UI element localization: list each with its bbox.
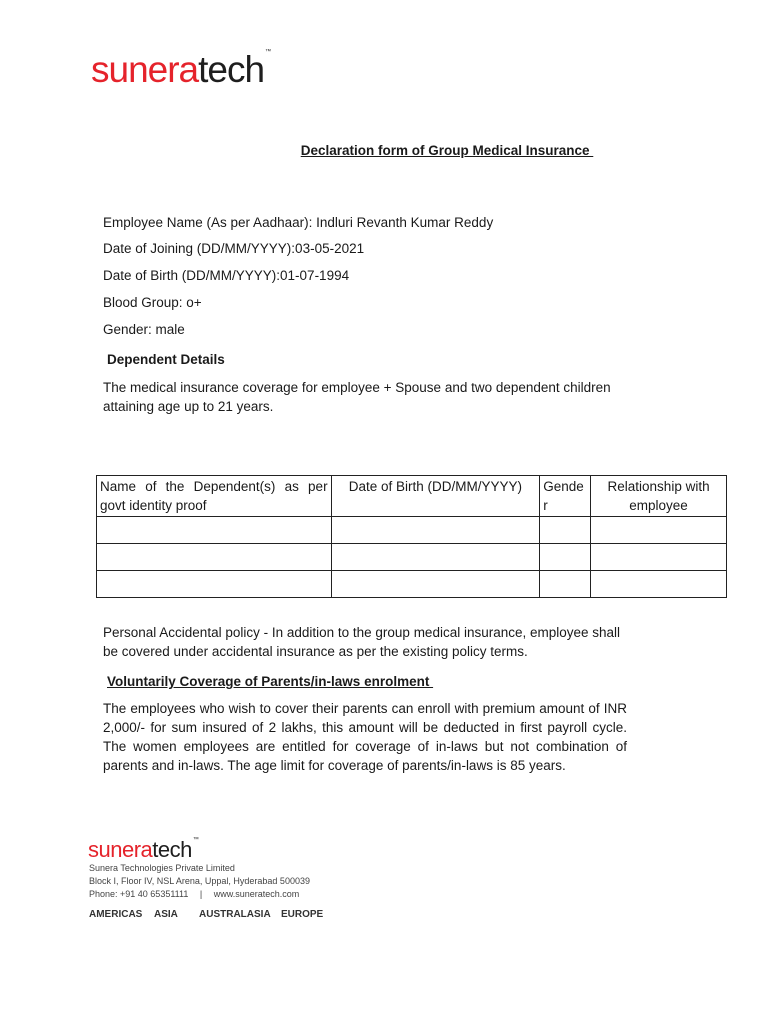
footer-company: Sunera Technologies Private Limited <box>89 863 235 873</box>
logo-tech: tech <box>198 49 265 90</box>
footer-logo <box>88 837 198 863</box>
footer-contact <box>89 889 299 899</box>
parents-coverage-text: The employees who wish to cover their parents can enroll with premium amount of INR 2,000/- for sum insured of 2 lakhs, this amount will be deducted in first payroll cycle. The women employees are entitled for coverage of in-laws but not combination of parents and in-laws. The age limit for coverage of parents/in-laws is 85 years. <box>103 701 627 773</box>
region-europe: EUROPE <box>281 909 324 920</box>
footer-logo-tech: tech <box>152 837 192 862</box>
table-cell <box>591 571 727 598</box>
table-cell <box>331 517 540 544</box>
coverage-text: The medical insurance coverage for employee + Spouse and two dependent children attaining age up to 21 years. <box>103 380 611 414</box>
parents-coverage-heading: Voluntarily Coverage of Parents/in-laws enrolment <box>107 674 434 689</box>
date-of-birth-field: Date of Birth (DD/MM/YYYY):01-07-1994 <box>103 268 350 283</box>
footer-address: Block I, Floor IV, NSL Arena, Uppal, Hyderabad 500039 <box>89 876 310 886</box>
header-logo <box>91 49 270 91</box>
table-cell <box>331 571 540 598</box>
table-cell <box>540 544 591 571</box>
region-asia: ASIA <box>154 909 178 920</box>
blood-group-field: Blood Group: o+ <box>103 295 202 310</box>
date-of-joining-field: Date of Joining (DD/MM/YYYY):03-05-2021 <box>103 241 365 256</box>
header-dependent-name: Name of the Dependent(s) as per govt identity proof <box>97 476 332 517</box>
footer-phone: Phone: +91 40 65351111 <box>89 889 189 899</box>
header-relationship: Relationship with employee <box>591 476 727 517</box>
table-header-row <box>97 476 727 517</box>
dependent-details-heading: Dependent Details <box>107 352 225 367</box>
table-cell <box>591 544 727 571</box>
table-row <box>97 544 727 571</box>
footer-logo-sunera: sunera <box>88 837 153 862</box>
form-title: Declaration form of Group Medical Insurance <box>300 143 594 158</box>
table-cell <box>97 571 332 598</box>
header-date-of-birth: Date of Birth (DD/MM/YYYY) <box>331 476 540 517</box>
employee-name-field: Employee Name (As per Aadhaar): Indluri Revanth Kumar Reddy <box>103 215 494 230</box>
dependent-table <box>96 475 727 598</box>
region-australasia: AUSTRALASIA <box>199 909 271 920</box>
table-cell <box>591 517 727 544</box>
header-gender: Gender <box>540 476 591 517</box>
table-row <box>97 571 727 598</box>
table-cell <box>540 571 591 598</box>
logo-sunera: sunera <box>91 49 199 90</box>
gender-field: Gender: male <box>103 322 185 337</box>
footer-website[interactable]: www.suneratech.com <box>213 889 300 899</box>
accident-policy-text: Personal Accidental policy - In addition to the group medical insurance, employee shall be covered under accidental insurance as per the existing policy terms. <box>103 625 621 659</box>
region-americas: AMERICAS <box>89 909 143 920</box>
table-cell <box>97 517 332 544</box>
table-cell <box>97 544 332 571</box>
footer-separator: | <box>199 889 203 899</box>
table-cell <box>540 517 591 544</box>
logo-trademark: ™ <box>265 49 271 55</box>
table-row <box>97 517 727 544</box>
footer-logo-trademark: ™ <box>192 837 199 843</box>
table-cell <box>331 544 540 571</box>
